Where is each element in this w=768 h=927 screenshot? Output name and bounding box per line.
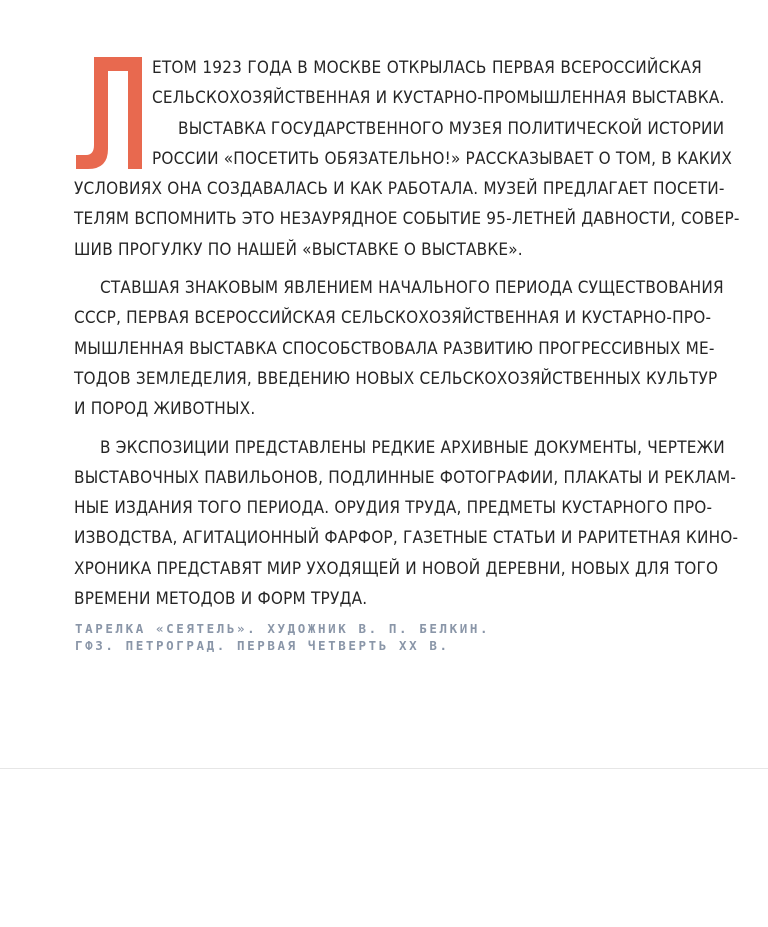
text-line: СССР, ПЕРВАЯ ВСЕРОССИЙСКАЯ СЕЛЬСКОХОЗЯЙСТВЕННАЯ И КУСТАРНО-ПРО- [74, 308, 712, 329]
drop-cap-glyph [76, 57, 146, 169]
image-caption [75, 620, 635, 654]
text-line: СТАВШАЯ ЗНАКОВЫМ ЯВЛЕНИЕМ НАЧАЛЬНОГО ПЕРИОДА СУЩЕСТВОВАНИЯ [100, 278, 724, 299]
paragraph-1 [74, 53, 725, 114]
text-line: УСЛОВИЯХ ОНА СОЗДАВАЛАСЬ И КАК РАБОТАЛА. МУЗЕЙ ПРЕДЛАГАЕТ ПОСЕТИ- [74, 179, 725, 200]
text-line: ВРЕМЕНИ МЕТОДОВ И ФОРМ ТРУДА. [74, 589, 368, 610]
paragraph-2 [74, 114, 740, 265]
paragraph-3 [74, 273, 724, 424]
text-line: ШИВ ПРОГУЛКУ ПО НАШЕЙ «ВЫСТАВКЕ О ВЫСТАВКЕ». [74, 239, 523, 260]
text-line: И ПОРОД ЖИВОТНЫХ. [74, 399, 256, 420]
page-edge-divider [0, 768, 768, 769]
text-line: НЫЕ ИЗДАНИЯ ТОГО ПЕРИОДА. ОРУДИЯ ТРУДА, ПРЕДМЕТЫ КУСТАРНОГО ПРО- [74, 498, 713, 519]
text-line: ВЫСТАВКА ГОСУДАРСТВЕННОГО МУЗЕЯ ПОЛИТИЧЕСКОЙ ИСТОРИИ [178, 118, 725, 139]
caption-line-1: ТАРЕЛКА «СЕЯТЕЛЬ». ХУДОЖНИК В. П. БЕЛКИН. [75, 621, 491, 636]
text-line: СЕЛЬСКОХОЗЯЙСТВЕННАЯ И КУСТАРНО-ПРОМЫШЛЕННАЯ ВЫСТАВКА. [152, 88, 725, 109]
paragraph-4 [74, 433, 739, 615]
text-line: ТЕЛЯМ ВСПОМНИТЬ ЭТО НЕЗАУРЯДНОЕ СОБЫТИЕ 95-ЛЕТНЕЙ ДАВНОСТИ, СОВЕР- [74, 209, 740, 230]
text-line: РОССИИ «ПОСЕТИТЬ ОБЯЗАТЕЛЬНО!» РАССКАЗЫВАЕТ О ТОМ, В КАКИХ [152, 148, 733, 169]
text-line: МЫШЛЕННАЯ ВЫСТАВКА СПОСОБСТВОВАЛА РАЗВИТИЮ ПРОГРЕССИВНЫХ МЕ- [74, 338, 715, 359]
text-line: В ЭКСПОЗИЦИИ ПРЕДСТАВЛЕНЫ РЕДКИЕ АРХИВНЫЕ ДОКУМЕНТЫ, ЧЕРТЕЖИ [100, 437, 725, 458]
body-text [74, 53, 740, 614]
text-line: ХРОНИКА ПРЕДСТАВЯТ МИР УХОДЯЩЕЙ И НОВОЙ ДЕРЕВНИ, НОВЫХ ДЛЯ ТОГО [74, 558, 719, 579]
text-line: ТОДОВ ЗЕМЛЕДЕЛИЯ, ВВЕДЕНИЮ НОВЫХ СЕЛЬСКОХОЗЯЙСТВЕННЫХ КУЛЬТУР [74, 368, 718, 389]
drop-cap-letter [76, 57, 146, 169]
caption-line-2: ГФЗ. ПЕТРОГРАД. ПЕРВАЯ ЧЕТВЕРТЬ XX В. [75, 638, 450, 653]
text-line: ИЗВОДСТВА, АГИТАЦИОННЫЙ ФАРФОР, ГАЗЕТНЫЕ СТАТЬИ И РАРИТЕТНАЯ КИНО- [74, 528, 739, 549]
text-line: ВЫСТАВОЧНЫХ ПАВИЛЬОНОВ, ПОДЛИННЫЕ ФОТОГРАФИИ, ПЛАКАТЫ И РЕКЛАМ- [74, 467, 737, 488]
text-line: ЕТОМ 1923 ГОДА В МОСКВЕ ОТКРЫЛАСЬ ПЕРВАЯ ВСЕРОССИЙСКАЯ [152, 58, 702, 78]
